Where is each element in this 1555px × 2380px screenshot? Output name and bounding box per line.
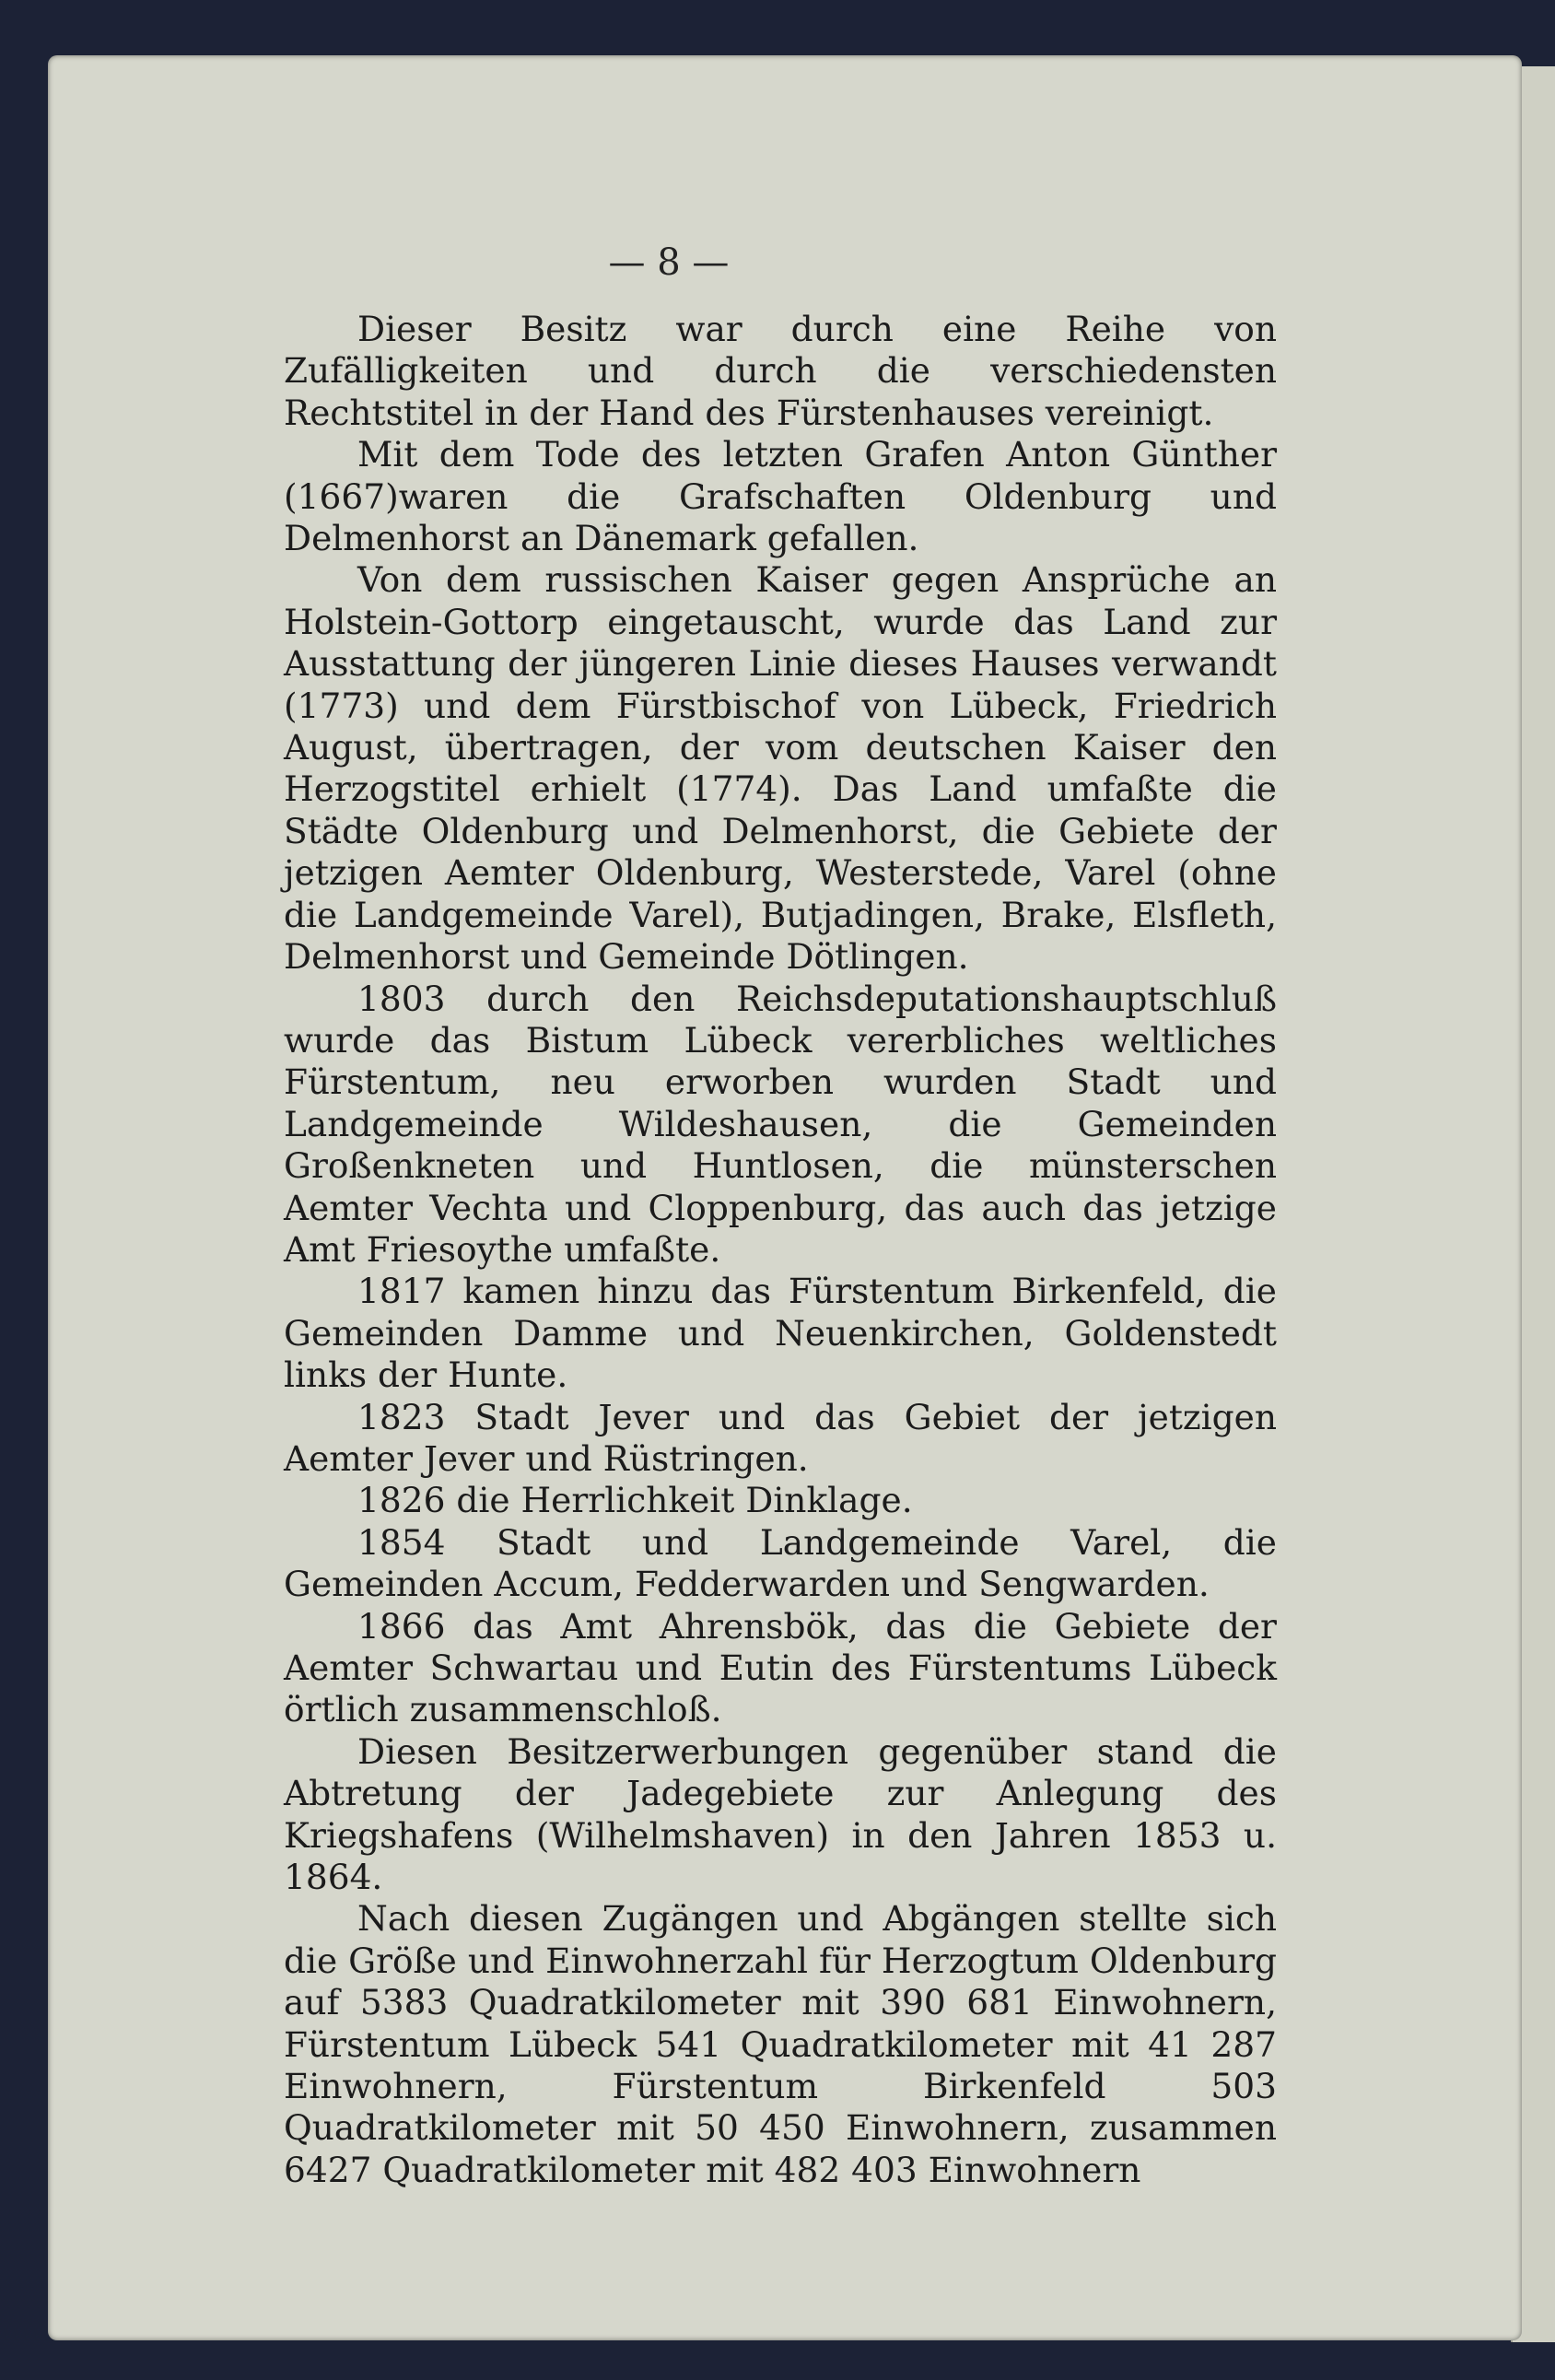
paragraph: 1866 das Amt Ahrensbök, das die Gebiete der Aemter Schwartau und Eutin des Fürstentums Lübeck örtlich zusammenschloß. xyxy=(284,1605,1277,1730)
paragraph: Mit dem Tode des letzten Grafen Anton Günther (1667)waren die Grafschaften Oldenburg und Delmenhorst an Dänemark gefallen. xyxy=(284,434,1277,559)
paragraph: 1854 Stadt und Landgemeinde Varel, die Gemeinden Accum, Fedderwarden und Sengwarden. xyxy=(284,1521,1277,1605)
page-number: — 8 — xyxy=(608,241,730,284)
paragraph: Diesen Besitzerwerbungen gegenüber stand die Abtretung der Jadegebiete zur Anlegung des Kriegshafens (Wilhelmshaven) in den Jahren 1853 u. 1864. xyxy=(284,1730,1277,1898)
paragraph: Von dem russischen Kaiser gegen Ansprüche an Holstein-Gottorp eingetauscht, wurde das Land zur Ausstattung der jüngeren Linie dieses Hauses verwandt (1773) und dem Fürstbischof von Lübeck, Friedrich August, übertragen, der vom deutschen Kaiser den Herzogstitel erhielt (1774). Das Land umfaßte die Städte Oldenburg und Delmenhorst, die Gebiete der jetzigen Aemter Oldenburg, Westerstede, Varel (ohne die Landgemeinde Varel), Butjadingen, Brake, Elsfleth, Delmenhorst und Gemeinde Dötlingen. xyxy=(284,559,1277,978)
paragraph: Nach diesen Zugängen und Abgängen stellte sich die Größe und Einwohnerzahl für Herzogtum Oldenburg auf 5383 Quadratkilometer mit 390 681 Einwohnern, Fürstentum Lübeck 541 Quadratkilometer mit 41 287 Einwohnern, Fürstentum Birkenfeld 503 Quadratkilometer mit 50 450 Einwohnern, zusammen 6427 Quadratkilometer mit 482 403 Einwohnern xyxy=(284,1898,1277,2190)
paragraph: 1817 kamen hinzu das Fürstentum Birkenfeld, die Gemeinden Damme und Neuenkirchen, Goldenstedt links der Hunte. xyxy=(284,1271,1277,1396)
paragraph: 1823 Stadt Jever und das Gebiet der jetzigen Aemter Jever und Rüstringen. xyxy=(284,1396,1277,1479)
paragraph: Dieser Besitz war durch eine Reihe von Zufälligkeiten und durch die verschiedensten Rechtstitel in der Hand des Fürstenhauses vereinigt. xyxy=(284,309,1277,433)
paragraph: 1803 durch den Reichsdeputationshauptschluß wurde das Bistum Lübeck vererbliches weltliches Fürstentum, neu erworben wurden Stadt und Landgemeinde Wildeshausen, die Gemeinden Großenkneten und Huntlosen, die münsterschen Aemter Vechta und Cloppenburg, das auch das jetzige Amt Friesoythe umfaßte. xyxy=(284,978,1277,1270)
paragraph: 1826 die Herrlichkeit Dinklage. xyxy=(357,1480,913,1521)
body-text xyxy=(284,309,1277,2191)
